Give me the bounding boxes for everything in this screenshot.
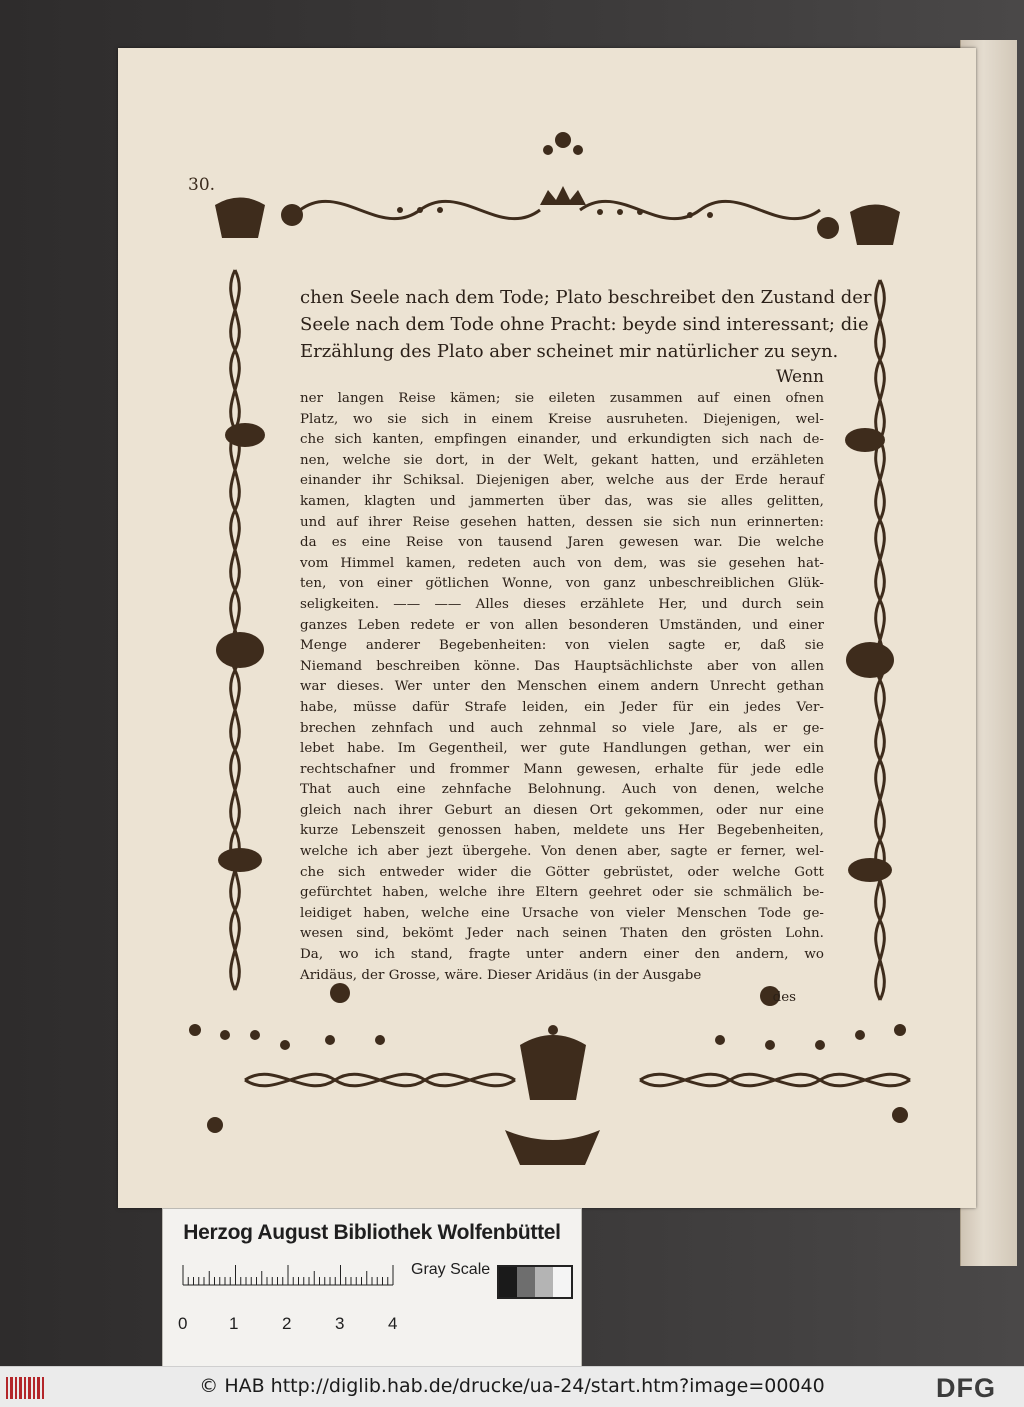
gray-swatch [553, 1267, 571, 1297]
ruler-label: 0 [178, 1314, 188, 1333]
text-line: gefürchtet haben, welche ihre Eltern geehret oder sie schmälich be- [300, 885, 824, 901]
text-line: gleich nach ihrer Geburt an diesen Ort gekommen, oder nur eine [300, 802, 824, 818]
text-line: seligkeiten. —— —— Alles dieses erzählete Her, und durch sein [300, 596, 824, 612]
text-line: und auf ihrer Reise gesehen hatten, dessen sie sich nun erinnerten: [300, 514, 824, 530]
gray-swatch [517, 1267, 535, 1297]
flower-basket-left [215, 198, 265, 239]
text-line: chen Seele nach dem Tode; Plato beschreibet den Zustand der [300, 287, 872, 308]
ruler-label: 2 [282, 1314, 292, 1333]
source-link[interactable]: © HAB http://diglib.hab.de/drucke/ua-24/start.htm?image=00040 [199, 1375, 825, 1397]
text-line: wesen sind, bekömt Jeder nach seinen Thaten den grösten Lohn. [300, 926, 824, 942]
text-line: welche ich aber jezt übergehe. Von denen aber, sagte er ferner, wel- [300, 844, 824, 860]
text-line: rechtschafner und frommer Mann gewesen, erhalte für jede edle [300, 761, 824, 777]
text-line: Aridäus, der Grosse, wäre. Dieser Aridäus (in der Ausgabe [300, 967, 702, 983]
ruler-label: 4 [388, 1314, 398, 1333]
catchword-top: Wenn [775, 367, 824, 387]
text-line: lebet habe. Im Gegentheil, wer gute Handlungen gethan, wer ein [300, 741, 824, 757]
ruler-label: 1 [229, 1314, 239, 1333]
text-line: nen, welche sie dort, in der Welt, gekant hatten, und erzähleten [300, 452, 824, 468]
text-line: ganzes Leben redete er von allen besonderen Umständen, und einer [300, 617, 824, 633]
text-line: Niemand beschreiben könne. Das Hauptsächlichste aber von allen [300, 658, 824, 674]
color-calibration-card [162, 1208, 582, 1368]
dfg-logo: DFG [936, 1373, 996, 1403]
text-line: einander ihr Schiksal. Diejenigen aber, welche aus der Erde herauf [300, 473, 824, 489]
gray-scale-swatches [497, 1265, 573, 1299]
text-line: war dieses. Wer unter den Menschen einem andern Unrecht gethan [300, 679, 824, 695]
text-line: ten, von einer götlichen Wonne, von ganz unbeschreiblichen Glük- [300, 576, 824, 592]
gray-swatch [499, 1267, 517, 1297]
crown-ornament [540, 186, 586, 205]
text-line: Da, wo ich stand, fragte unter andern einer den andern, wo [300, 947, 824, 963]
text-line: kamen, klagten und jammerten über das, was sie alles gelitten, [300, 493, 824, 509]
text-line: Menge anderer Begebenheiten: von vielen sagte er, daß sie [300, 638, 824, 654]
bottom-center-vase [520, 1035, 586, 1100]
gray-swatch [535, 1267, 553, 1297]
text-line: That auch eine zehnfache Belohnung. Auch von denen, welche [300, 782, 824, 798]
text-line: da es eine Reise von tausend Jaren gewesen war. Die welche [300, 535, 824, 551]
library-name: Herzog August Bibliothek Wolfenbüttel [183, 1221, 561, 1244]
flower-basket-right [850, 205, 900, 246]
text-line: che sich kanten, empfingen einander, und erkundigten sich nach de- [300, 432, 824, 448]
text-line: ner langen Reise kämen; sie eileten zusammen auf einen ofnen [300, 391, 824, 406]
text-line: leidiget haben, welche eine Ursache von vieler Menschen Tode ge- [300, 905, 824, 921]
viewer-footer [0, 1366, 1024, 1407]
text-line: Erzählung des Plato aber scheinet mir natürlicher zu seyn. [300, 341, 839, 362]
text-line: vom Himmel kamen, redeten auch von dem, was sie gesehen hat- [300, 555, 824, 571]
body-paragraph [300, 389, 824, 986]
text-line: Seele nach dem Tode ohne Pracht: beyde sind interessant; die [300, 314, 869, 335]
ruler [178, 1259, 403, 1339]
text-line: Platz, wo sie sich in einem Kreise ausruheten. Diejenigen, wel- [300, 411, 824, 427]
text-line: habe, müsse dafür Strafe leiden, ein Jeder für ein jedes Ver- [300, 699, 824, 715]
gray-scale-label: Gray Scale [411, 1261, 491, 1278]
main-text [300, 284, 872, 1010]
text-line: brechen zehnfach und auch zehnmal so viele Jare, als er ge- [300, 720, 824, 736]
text-line: kurze Lebenszeit genossen haben, meldete uns Her Begebenheiten, [300, 823, 824, 839]
page-number: 30. [188, 175, 216, 195]
ruler-label: 3 [335, 1314, 345, 1333]
catchword: des [772, 990, 796, 1006]
text-line: che sich entweder wider die Götter gebrüstet, oder welche Gott [300, 864, 824, 880]
